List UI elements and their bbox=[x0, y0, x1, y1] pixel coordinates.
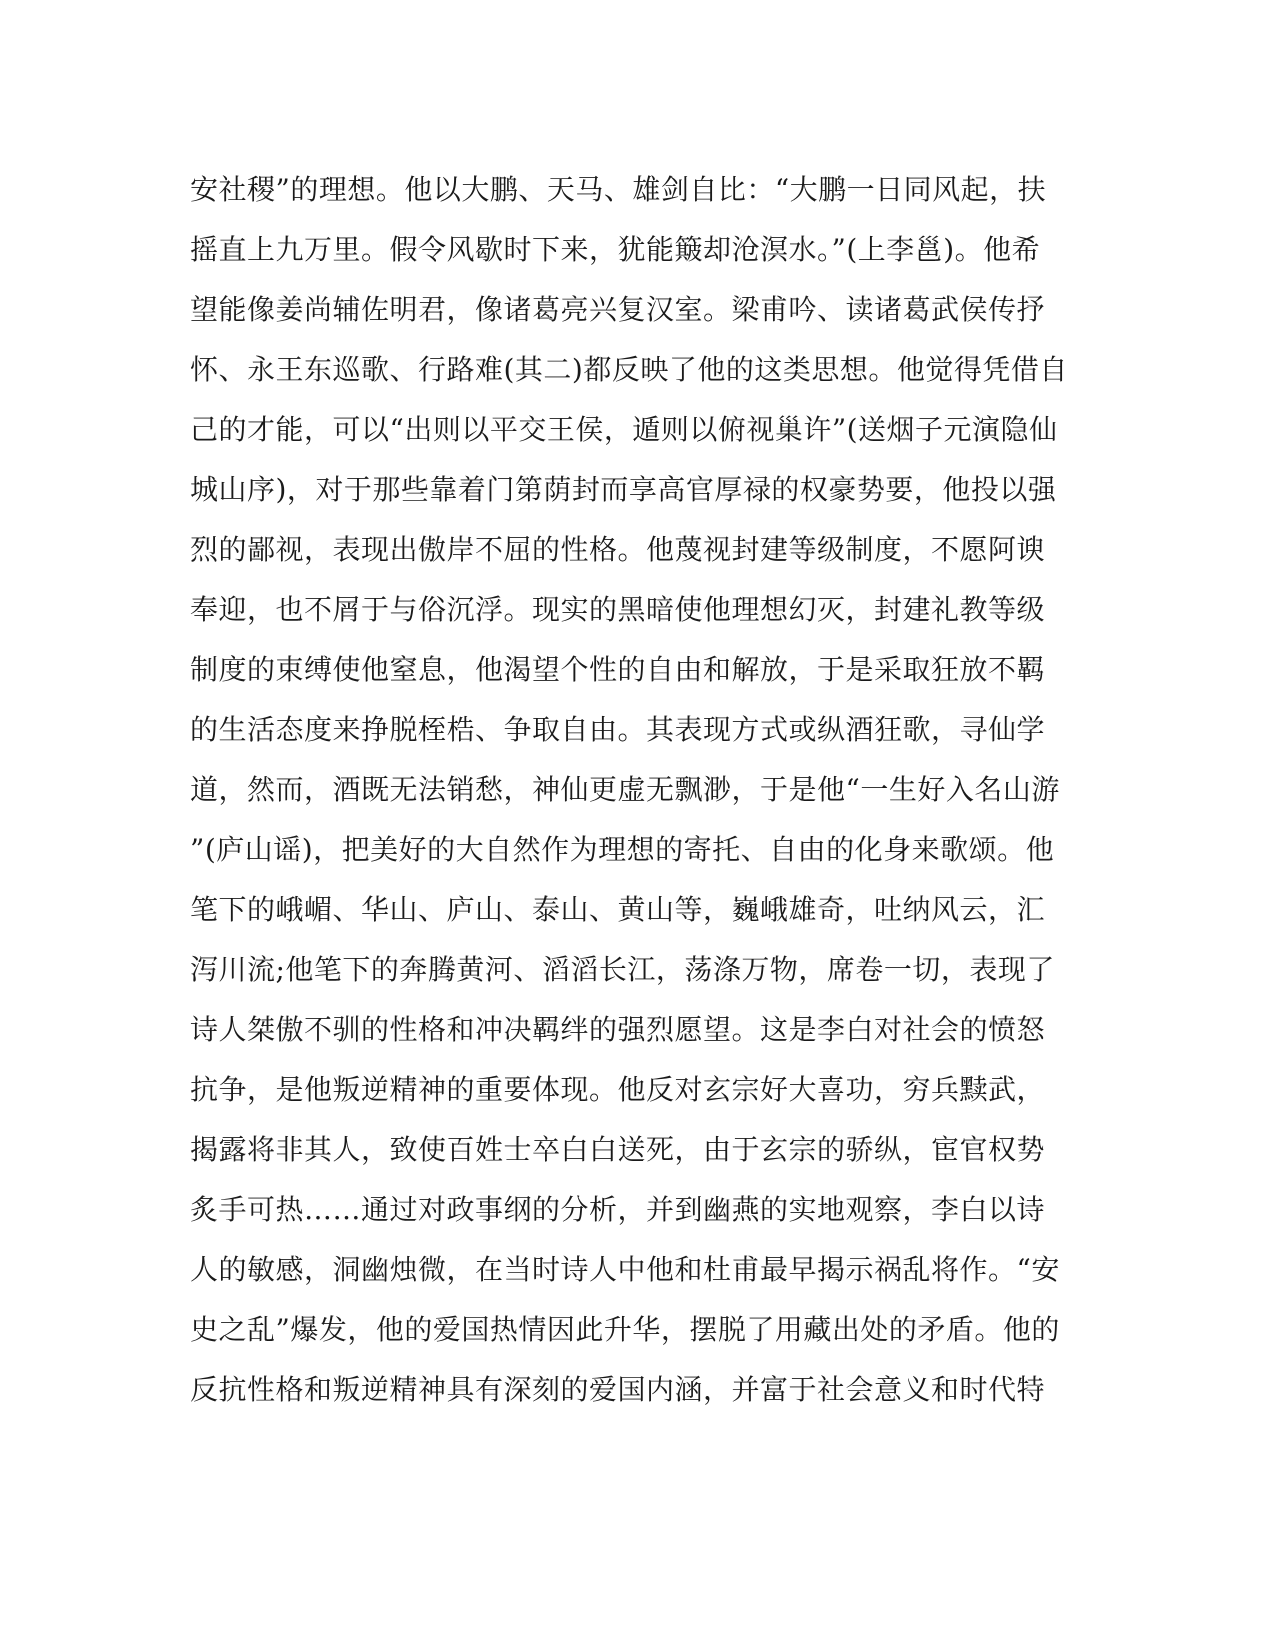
text-line: 人的敏感，洞幽烛微，在当时诗人中他和杜甫最早揭示祸乱将作。“安 bbox=[190, 1253, 1060, 1286]
text-line: 炙手可热……通过对政事纲的分析，并到幽燕的实地观察，李白以诗 bbox=[190, 1193, 1046, 1226]
text-line: 史之乱”爆发，他的爱国热情因此升华，摆脱了用藏出处的矛盾。他的 bbox=[190, 1313, 1060, 1346]
text-line: 安社稷”的理想。他以大鹏、天马、雄剑自比：“大鹏一日同风起，扶 bbox=[190, 173, 1047, 206]
body-text bbox=[190, 160, 1070, 1420]
text-line: 的生活态度来挣脱桎梏、争取自由。其表现方式或纵酒狂歌，寻仙学 bbox=[190, 713, 1046, 746]
text-line: 抗争，是他叛逆精神的重要体现。他反对玄宗好大喜功，穷兵黩武， bbox=[190, 1073, 1046, 1106]
text-line: ”(庐山谣)，把美好的大自然作为理想的寄托、自由的化身来歌颂。他 bbox=[190, 833, 1055, 866]
text-line: 道，然而，酒既无法销愁，神仙更虚无飘渺，于是他“一生好入名山游 bbox=[190, 773, 1060, 806]
text-line: 城山序)，对于那些靠着门第荫封而享高官厚禄的权豪势要，他投以强 bbox=[190, 473, 1057, 506]
text-line: 望能像姜尚辅佐明君，像诸葛亮兴复汉室。梁甫吟、读诸葛武侯传抒 bbox=[190, 293, 1046, 326]
text-line: 奉迎，也不屑于与俗沉浮。现实的黑暗使他理想幻灭，封建礼教等级 bbox=[190, 593, 1046, 626]
text-line: 烈的鄙视，表现出傲岸不屈的性格。他蔑视封建等级制度，不愿阿谀 bbox=[190, 533, 1046, 566]
text-line: 揭露将非其人，致使百姓士卒白白送死，由于玄宗的骄纵，宦官权势 bbox=[190, 1133, 1046, 1166]
text-line: 制度的束缚使他窒息，他渴望个性的自由和解放，于是采取狂放不羁 bbox=[190, 653, 1046, 686]
text-line: 泻川流;他笔下的奔腾黄河、滔滔长江，荡涤万物，席卷一切，表现了 bbox=[190, 953, 1055, 986]
text-line: 怀、永王东巡歌、行路难(其二)都反映了他的这类思想。他觉得凭借自 bbox=[190, 353, 1068, 386]
text-line: 诗人桀傲不驯的性格和冲决羁绊的强烈愿望。这是李白对社会的愤怒 bbox=[190, 1013, 1046, 1046]
text-line: 己的才能，可以“出则以平交王侯，遁则以俯视巢许”(送烟子元演隐仙 bbox=[190, 413, 1058, 446]
text-line: 反抗性格和叛逆精神具有深刻的爱国内涵，并富于社会意义和时代特 bbox=[190, 1373, 1046, 1406]
text-line: 笔下的峨嵋、华山、庐山、泰山、黄山等，巍峨雄奇，吐纳风云，汇 bbox=[190, 893, 1046, 926]
text-line: 摇直上九万里。假令风歇时下来，犹能簸却沧溟水。”(上李邕)。他希 bbox=[190, 233, 1041, 266]
